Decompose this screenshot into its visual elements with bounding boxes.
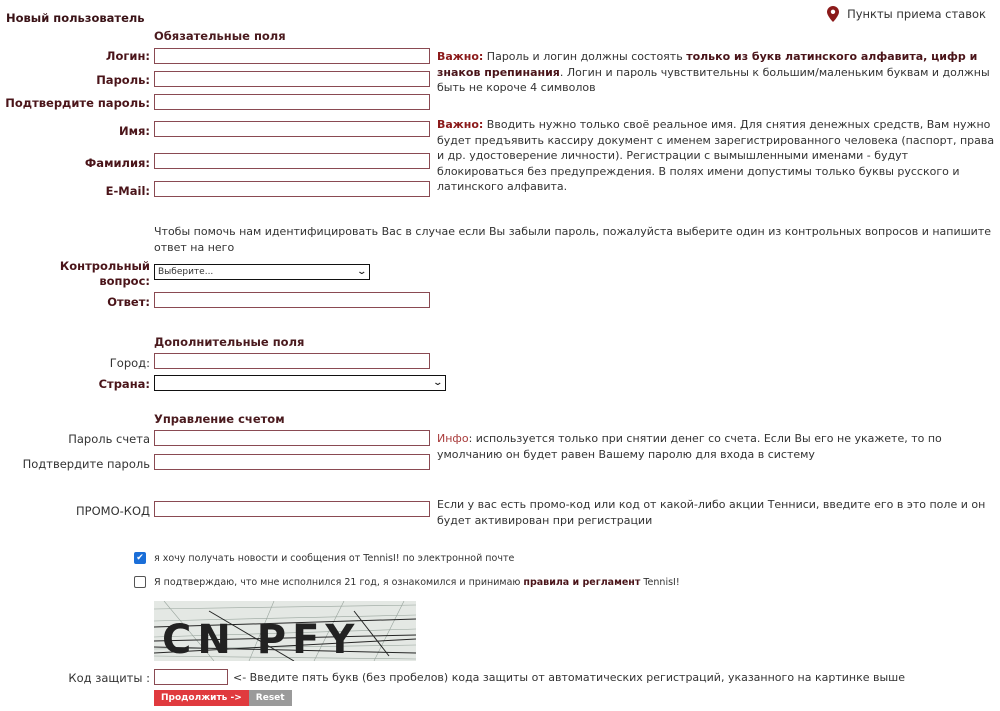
age-consent-text: Я подтверждаю, что мне исполнился 21 год, я ознакомился и принимаю правила и регламент TennisI! (154, 576, 680, 588)
country-select[interactable] (154, 375, 446, 391)
promo-label: ПРОМО-КОД (76, 504, 150, 518)
first-name-label: Имя: (118, 124, 150, 138)
account-password-input[interactable] (154, 430, 430, 446)
country-label: Страна: (98, 377, 150, 391)
captcha-text: CN PFY (162, 617, 361, 661)
login-label: Логин: (105, 49, 150, 63)
email-label: E-Mail: (105, 184, 150, 198)
account-info-note: Инфо: используется только при снятии денег со счета. Если Вы его не укажете, то по умолчанию он будет равен Вашему паролю для входа в систему (437, 432, 942, 461)
rules-link[interactable]: правила и регламент (523, 576, 641, 588)
security-question-value: Выберите... (158, 267, 214, 277)
confirm-password-input[interactable] (154, 94, 430, 110)
map-pin-icon (827, 6, 839, 22)
confirm-password-label: Подтвердите пароль: (5, 96, 150, 110)
security-help-text: Чтобы помочь нам идентифицировать Вас в случае если Вы забыли пароль, пожалуйста выберите один из контрольных вопросов и напишите ответ на него (154, 225, 992, 254)
real-name-note: Важно: Вводить нужно только своё реальное имя. Для снятия денежных средств, Вам нужно будет предъявить кассиру документ с именем зарегистрированного человека (паспорт, права и др. удостоверение личности). Регистрации с вымышленными именами - будут блокироваться без предупреждения. В полях имени допустимы только буквы русского и латинского алфавита. (437, 118, 995, 193)
promo-input[interactable] (154, 501, 430, 517)
newsletter-checkbox[interactable] (134, 552, 146, 564)
email-input[interactable] (154, 181, 430, 197)
login-password-note: Важно: Пароль и логин должны состоять только из букв латинского алфавита, цифр и знаков препинания. Логин и пароль чувствительны к большим/маленьким буквам и должны быть не короче 4 символов (437, 50, 990, 94)
captcha-hint: <- Введите пять букв (без пробелов) кода защиты от автоматических регистраций, указанного на картинке выше (233, 671, 905, 684)
age-consent-row (134, 576, 680, 588)
last-name-input[interactable] (154, 153, 430, 169)
last-name-label: Фамилия: (84, 156, 150, 170)
account-section-title: Управление счетом (154, 412, 285, 426)
additional-section-title: Дополнительные поля (154, 335, 305, 349)
chevron-down-icon: ⌄ (356, 267, 368, 277)
password-input[interactable] (154, 71, 430, 87)
newsletter-row (134, 552, 514, 564)
captcha-image (154, 601, 416, 661)
password-label: Пароль: (96, 73, 150, 87)
first-name-input[interactable] (154, 121, 430, 137)
captcha-code-label: Код защиты : (68, 671, 150, 685)
chevron-down-icon: ⌄ (432, 378, 444, 388)
check-icon: ✔ (136, 553, 144, 563)
reset-button[interactable]: Reset (249, 690, 292, 706)
continue-button[interactable]: Продолжить -> (154, 690, 249, 706)
login-input[interactable] (154, 48, 430, 64)
security-question-label: Контрольный вопрос: (59, 259, 150, 288)
answer-label: Ответ: (107, 295, 150, 309)
form-buttons (154, 690, 292, 706)
page-title: Новый пользователь (6, 11, 145, 25)
answer-input[interactable] (154, 292, 430, 308)
security-question-select[interactable] (154, 264, 370, 280)
city-label: Город: (109, 356, 150, 370)
promo-note: Если у вас есть промо-код или код от какой-либо акции Тенниси, введите его в это поле и он будет активирован при регистрации (437, 498, 986, 527)
newsletter-text: я хочу получать новости и сообщения от TennisI! по электронной почте (154, 552, 515, 564)
account-confirm-label: Подтвердите пароль (22, 457, 150, 471)
age-consent-checkbox[interactable] (134, 576, 146, 588)
important-label: Важно: (437, 50, 484, 63)
info-label: Инфо (437, 432, 469, 445)
betting-points-label: Пункты приема ставок (847, 7, 986, 21)
betting-points-link[interactable] (827, 6, 986, 22)
captcha-input[interactable] (154, 669, 228, 685)
city-input[interactable] (154, 353, 430, 369)
account-password-label: Пароль счета (68, 432, 150, 446)
important-label: Важно: (437, 118, 484, 131)
required-section-title: Обязательные поля (154, 29, 286, 43)
account-confirm-input[interactable] (154, 454, 430, 470)
